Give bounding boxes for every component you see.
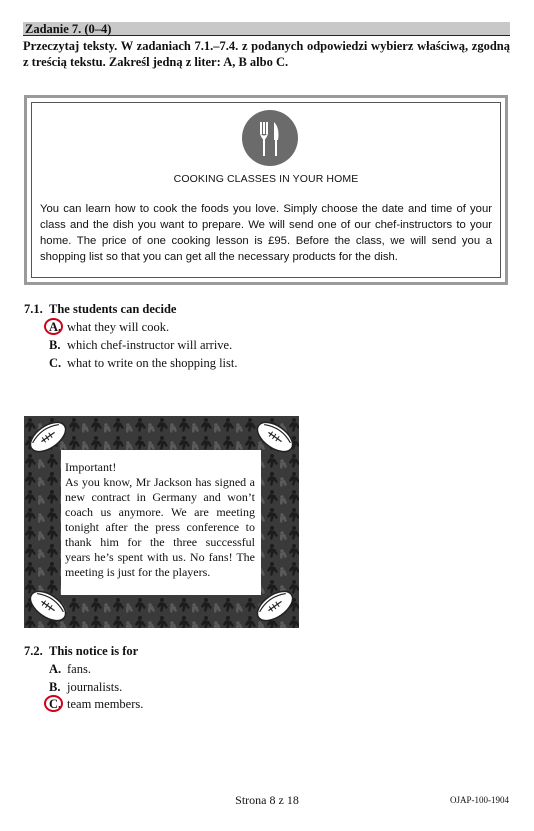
notice-body: As you know, Mr Jackson has signed a new contract in Germany and won’t coach us anymore. We are meeting tonight after the press conference to thank him for the three successful years he’s spent with us. No fans! The meeting is just for the players.: [65, 475, 255, 579]
option-text: fans.: [67, 662, 91, 676]
option-letter: C.: [49, 356, 62, 370]
task-title: Zadanie 7. (0–4): [25, 22, 112, 36]
page-number: Strona 8 z 18: [235, 793, 299, 807]
option-text: journalists.: [67, 680, 123, 694]
notice-text: [65, 460, 255, 580]
option-text: which chef-instructor will arrive.: [67, 338, 233, 352]
fork-knife-icon: [242, 110, 298, 166]
task-instruction: Przeczytaj teksty. W zadaniach 7.1.–7.4. z podanych odpowiedzi wybierz właściwą, zgodną z treścią tekstu. Zakreśl jedną z liter: A, B albo C.: [23, 39, 510, 69]
option-text: what to write on the shopping list.: [67, 356, 238, 370]
answer-circle-mark: [44, 318, 63, 335]
text-box-cooking: [24, 95, 508, 285]
football-icon: [253, 420, 297, 454]
option-letter: A.: [49, 662, 62, 676]
option-letter: B.: [49, 338, 61, 352]
answer-7-1-c[interactable]: [49, 356, 237, 371]
notice-paper: [61, 450, 261, 595]
football-icon: [26, 420, 70, 454]
notice-board: [24, 416, 299, 628]
option-text: what they will cook.: [67, 320, 170, 334]
exam-code: OJAP-100-1904: [449, 795, 509, 805]
question-7-1-title: 7.1. The students can decide: [24, 302, 177, 316]
option-letter: C.: [49, 697, 62, 711]
cooking-title: COOKING CLASSES IN YOUR HOME: [173, 173, 359, 185]
task-header: [23, 22, 510, 36]
text-box-inner: [31, 102, 501, 278]
option-text: team members.: [67, 697, 144, 711]
answer-circle-mark: [44, 695, 63, 712]
cooking-text: You can learn how to cook the foods you love. Simply choose the date and time of your class and the dish you want to prepare. We will send one of our chef-instructors to your home. The price of one cooking lesson is £95. Before the class, we will send you a shopping list so that you can get all the necessary products for the dish.: [40, 203, 492, 263]
answer-7-1-b[interactable]: [49, 338, 232, 353]
option-letter: A.: [49, 320, 62, 334]
notice-heading: Important!: [65, 460, 117, 474]
answer-7-2-c[interactable]: [49, 697, 143, 712]
option-letter: B.: [49, 680, 61, 694]
question-7-2-title: 7.2. This notice is for: [24, 644, 139, 658]
answer-7-2-a[interactable]: [49, 662, 91, 677]
answer-7-2-b[interactable]: [49, 680, 122, 695]
answer-7-1-a[interactable]: [49, 320, 169, 335]
